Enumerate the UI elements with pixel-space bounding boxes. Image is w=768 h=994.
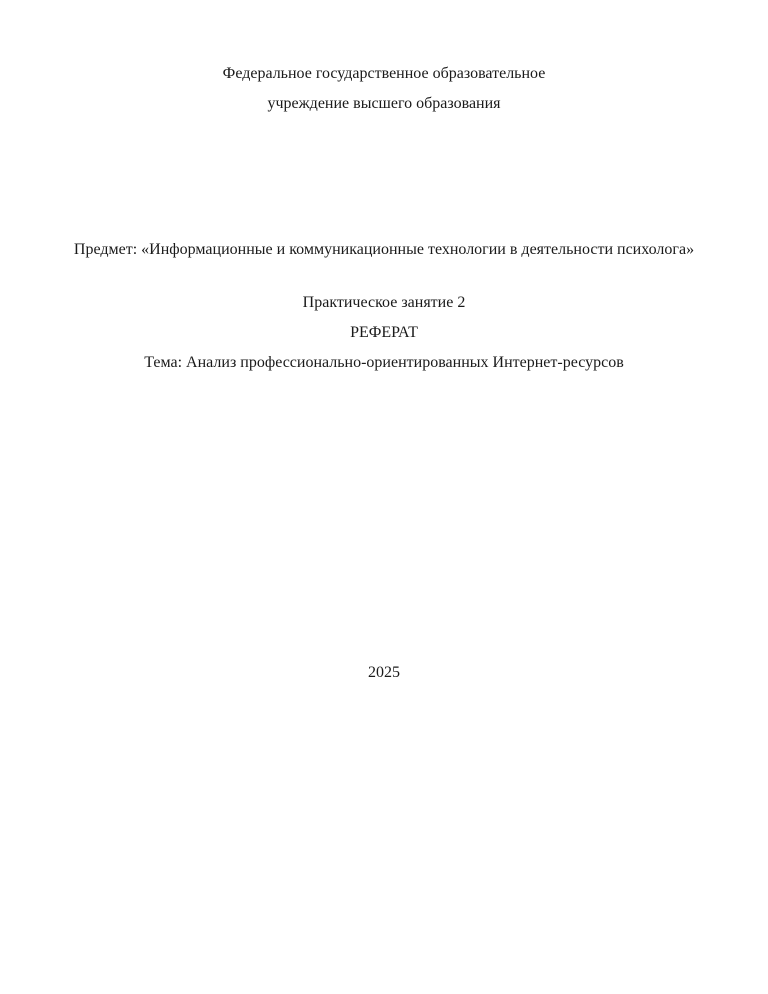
assignment-section — [44, 288, 724, 378]
doc-type-title: РЕФЕРАТ — [350, 324, 418, 341]
year-text: 2025 — [368, 664, 400, 681]
year-section — [284, 658, 484, 688]
topic-line: Тема: Анализ профессионально-ориентированных Интернет-ресурсов — [144, 354, 624, 371]
practice-line: Практическое занятие 2 — [302, 294, 466, 311]
institution-line-1: Федеральное государственное образовательное — [222, 65, 546, 82]
institution-header — [64, 0, 704, 119]
institution-line-2: учреждение высшего образования — [267, 95, 501, 112]
subject-line: Предмет: «Информационные и коммуникационные технологии в деятельности психолога» — [73, 241, 695, 258]
subject-section — [64, 235, 704, 265]
